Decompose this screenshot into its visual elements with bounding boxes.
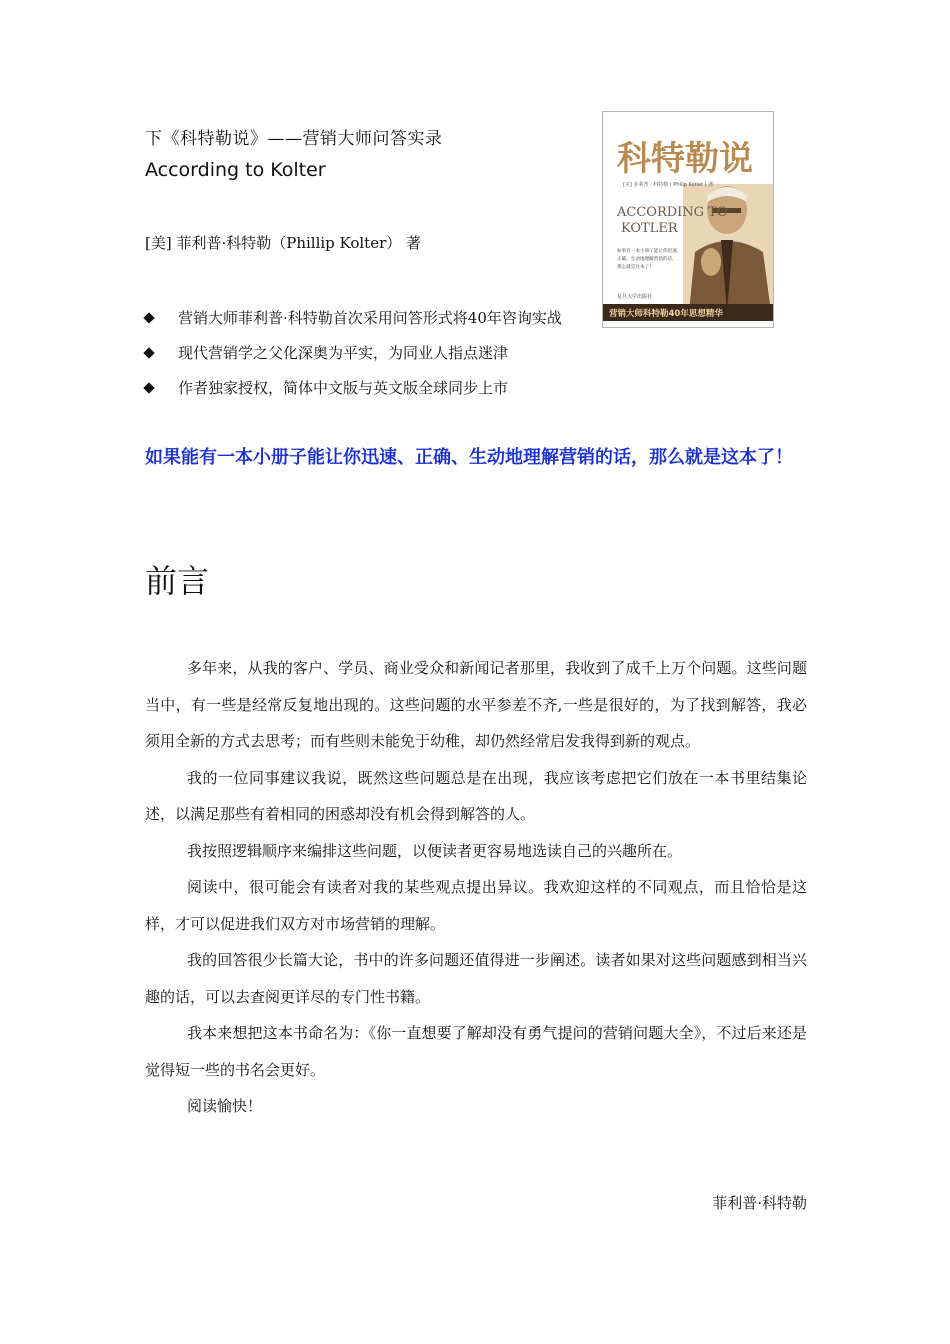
- highlight-quote: 如果能有一本小册子能让你迅速、正确、生动地理解营销的话，那么就是这本了！: [145, 447, 793, 468]
- list-item-text: 现代营销学之父化深奥为平实，为同业人指点迷津: [178, 343, 509, 362]
- list-item: [145, 335, 605, 370]
- section-heading: 前言: [145, 562, 210, 600]
- paragraph: 我的一位同事建议我说，既然这些问题总是在出现，我应该考虑把它们放在一本书里结集论述，以满足那些有着相同的困惑却没有机会得到解答的人。: [145, 768, 807, 823]
- paragraph: 我按照逻辑顺序来编排这些问题，以便读者更容易地选读自己的兴趣所在。: [187, 841, 683, 860]
- author-line: [美] 菲利普·科特勒（Phillip Kolter） 著: [145, 234, 422, 252]
- list-item: [145, 370, 605, 405]
- cover-author-line: [美] 菲利普 · 科特勒 ( Philip Kotler ) 著: [623, 182, 714, 188]
- cover-en-line1: ACCORDING TO: [617, 205, 728, 220]
- diamond-bullet-icon: [143, 312, 154, 323]
- book-cover-art: [603, 112, 773, 327]
- paragraph: 我的回答很少长篇大论，书中的许多问题还值得进一步阐述。读者如果对这些问题感到相当兴趣的话，可以去查阅更详尽的专门性书籍。: [145, 951, 807, 1006]
- list-item-text: 营销大师菲利普·科特勒首次采用问答形式将40年咨询实战: [178, 308, 562, 327]
- book-cover-image: [602, 111, 774, 328]
- preface-body: [145, 650, 807, 1125]
- list-item: [145, 300, 605, 335]
- paragraph: 阅读中，很可能会有读者对我的某些观点提出异议。我欢迎这样的不同观点，而且恰恰是这样，才可以促进我们双方对市场营销的理解。: [145, 878, 807, 933]
- cover-blurb-2: 正确、生动地理解营销的话，: [617, 257, 677, 262]
- signature: 菲利普·科特勒: [712, 1194, 807, 1212]
- book-title-en: According to Kolter: [145, 159, 326, 181]
- cover-en-line2: KOTLER: [621, 221, 678, 236]
- cover-blurb-3: 那么就是这本了！: [617, 265, 654, 270]
- diamond-bullet-icon: [143, 382, 154, 393]
- paragraph: 我本来想把这本书命名为：《你一直想要了解却没有勇气提问的营销问题大全》，不过后来还是觉得短一些的书名会更好。: [145, 1024, 807, 1079]
- diamond-bullet-icon: [143, 347, 154, 358]
- list-item-text: 作者独家授权，简体中文版与英文版全球同步上市: [178, 378, 509, 397]
- cover-banner-text: 营销大师科特勒40年思想精华: [609, 309, 723, 319]
- paragraph: 阅读愉快！: [187, 1097, 263, 1115]
- cover-title: 科特勒说: [617, 139, 753, 179]
- paragraph: 多年来，从我的客户、学员、商业受众和新闻记者那里，我收到了成千上万个问题。这些问题当中，有一些是经常反复地出现的。这些问题的水平参差不齐,一些是很好的，为了找到解答，我必须用全新的方式去思考；而有些则未能免于幼稚，却仍然经常启发我得到新的观点。: [145, 659, 807, 750]
- author-photo: [683, 184, 773, 312]
- feature-list: [145, 300, 605, 405]
- cover-blurb-1: 如果有一本小册子能让你迅速、: [617, 249, 682, 254]
- cover-publisher: 复旦大学出版社: [617, 294, 653, 300]
- book-title-zh: 下《科特勒说》——营销大师问答实录: [145, 129, 443, 149]
